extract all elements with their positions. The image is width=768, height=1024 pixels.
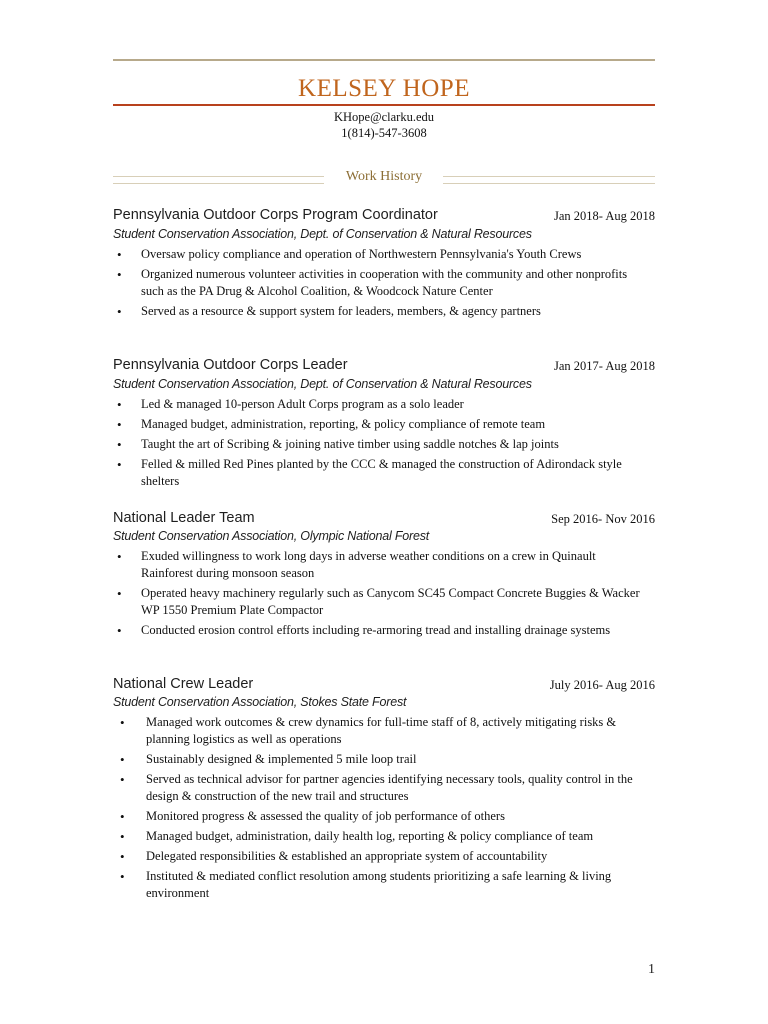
job-dates: Jan 2017- Aug 2018 (553, 359, 655, 373)
bullet-item: • Led & managed 10-person Adult Corps program as a solo leader (113, 396, 643, 413)
bullet-item: • Oversaw policy compliance and operation of Northwestern Pennsylvania's Youth Crews (113, 246, 643, 263)
job-dates: Sep 2016- Nov 2016 (551, 512, 655, 526)
job-organization: Student Conservation Association, Dept. of Conservation & Natural Resources (113, 377, 532, 391)
name-divider (113, 104, 655, 106)
page-number: 1 (648, 962, 655, 977)
bullet-item: • Managed work outcomes & crew dynamics for full-time staff of 8, actively mitigating risks & planning logistics as well as operations (113, 714, 643, 748)
bullet-item: • Operated heavy machinery regularly such as Canycom SC45 Compact Concrete Buggies & Wacker WP 1550 Premium Plate Compactor (113, 585, 643, 619)
job-title: Pennsylvania Outdoor Corps Program Coordinator (113, 207, 438, 223)
job-bullets (113, 396, 643, 493)
bullet-item: • Managed budget, administration, daily health log, reporting & policy compliance of team (113, 828, 643, 845)
bullet-item: • Monitored progress & assessed the quality of job performance of others (113, 808, 643, 825)
job-dates: July 2016- Aug 2016 (549, 678, 655, 692)
section-title: Work History (345, 169, 423, 184)
job-bullets (113, 548, 643, 642)
bullet-item: • Conducted erosion control efforts including re-armoring tread and installing drainage systems (113, 622, 643, 639)
bullet-item: • Sustainably designed & implemented 5 mile loop trail (113, 751, 643, 768)
job-dates: Jan 2018- Aug 2018 (553, 209, 655, 223)
bullet-item: • Organized numerous volunteer activities in cooperation with the community and other nonprofits such as the PA Drug & Alcohol Coalition, & Woodcock Nature Center (113, 266, 643, 300)
job-organization: Student Conservation Association, Stokes State Forest (113, 695, 407, 709)
email-address: KHope@clarku.edu (333, 110, 435, 124)
bullet-item: • Exuded willingness to work long days in adverse weather conditions on a crew in Quinault Rainforest during monsoon season (113, 548, 643, 582)
bullet-item: • Served as a resource & support system for leaders, members, & agency partners (113, 303, 643, 320)
top-divider (113, 59, 655, 61)
section-rule-right (443, 176, 655, 184)
job-organization: Student Conservation Association, Olympic National Forest (113, 529, 430, 543)
job-title: National Crew Leader (113, 676, 254, 692)
bullet-item: • Delegated responsibilities & established an appropriate system of accountability (113, 848, 643, 865)
section-heading-work-history (113, 168, 655, 188)
candidate-name: KELSEY HOPE (298, 75, 470, 102)
bullet-item: • Instituted & mediated conflict resolution among students prioritizing a safe learning & living environment (113, 868, 643, 902)
job-title: Pennsylvania Outdoor Corps Leader (113, 357, 348, 373)
job-organization: Student Conservation Association, Dept. of Conservation & Natural Resources (113, 227, 532, 241)
bullet-item: • Felled & milled Red Pines planted by the CCC & managed the construction of Adirondack style shelters (113, 456, 643, 490)
phone-number: 1(814)-547-3608 (341, 126, 427, 140)
job-bullets (113, 714, 643, 905)
bullet-item: • Managed budget, administration, reporting, & policy compliance of remote team (113, 416, 643, 433)
job-bullets (113, 246, 643, 323)
job-title: National Leader Team (113, 510, 255, 526)
bullet-item: • Taught the art of Scribing & joining native timber using saddle notches & lap joints (113, 436, 643, 453)
bullet-item: • Served as technical advisor for partner agencies identifying necessary tools, quality control in the design & construction of the new trail and structures (113, 771, 643, 805)
